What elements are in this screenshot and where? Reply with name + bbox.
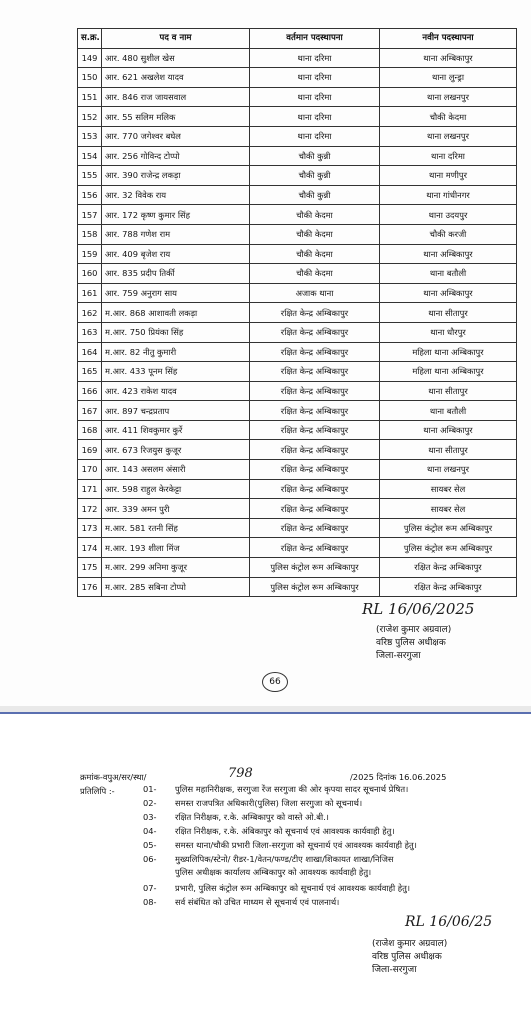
cell-new-posting: महिला थाना अम्बिकापुर — [380, 362, 517, 382]
cell-current-posting: पुलिस कंट्रोल रूम अम्बिकापुर — [250, 577, 380, 597]
cell-current-posting: रक्षित केन्द्र अम्बिकापुर — [250, 518, 380, 538]
cell-new-posting: थाना सीतापुर — [380, 381, 517, 401]
list-item: 05- समस्त थाना/चौकी प्रभारी जिला-सरगुजा को सूचनार्थ एवं आवश्यक कार्यवाही हेतु। — [143, 840, 417, 850]
table-row — [78, 381, 517, 401]
table-row — [78, 479, 517, 499]
cell-name: आर. 172 कृष्ण कुमार सिंह — [102, 205, 250, 225]
cell-name: आर. 411 शिवकुमार कुर्रे — [102, 420, 250, 440]
cell-new-posting: थाना उदयपुर — [380, 205, 517, 225]
cell-name: म.आर. 193 शीला मिंज — [102, 538, 250, 558]
cell-name: आर. 55 सलिम मलिक — [102, 107, 250, 127]
cell-name: आर. 598 राहुल केरकेट्टा — [102, 479, 250, 499]
cell-current-posting: थाना दरिमा — [250, 126, 380, 146]
cell-current-posting: चौकी केदमा — [250, 264, 380, 284]
list-item: 08- सर्व संबंधित को उचित माध्यम से सूचनार्थ एवं पालनार्थ। — [143, 897, 340, 907]
cell-serial: 164 — [78, 342, 102, 362]
cell-current-posting: चौकी केदमा — [250, 224, 380, 244]
officer-designation-2: वरिष्ठ पुलिस अधीक्षक — [372, 952, 442, 962]
cell-new-posting: थाना बतौली — [380, 401, 517, 421]
cell-name: आर. 788 गणेश राम — [102, 224, 250, 244]
cell-serial: 167 — [78, 401, 102, 421]
cell-serial: 161 — [78, 283, 102, 303]
officer-district-2: जिला-सरगुजा — [372, 965, 417, 975]
cell-name: आर. 770 जगेश्वर बघेल — [102, 126, 250, 146]
table-row — [78, 205, 517, 225]
cell-name: आर. 143 असलम अंसारी — [102, 460, 250, 480]
cell-name: म.आर. 868 आशावती लकड़ा — [102, 303, 250, 323]
cell-name: म.आर. 581 रतनी सिंह — [102, 518, 250, 538]
cell-new-posting: थाना अम्बिकापुर — [380, 48, 517, 68]
cell-serial: 169 — [78, 440, 102, 460]
table-row — [78, 107, 517, 127]
cell-new-posting: पुलिस कंट्रोल रूम अम्बिकापुर — [380, 518, 517, 538]
cell-new-posting: थाना दरिमा — [380, 146, 517, 166]
table-row — [78, 146, 517, 166]
cell-new-posting: चौकी करजी — [380, 224, 517, 244]
officer-designation: वरिष्ठ पुलिस अधीक्षक — [376, 638, 446, 648]
cell-name: म.आर. 750 प्रियंका सिंह — [102, 322, 250, 342]
cell-serial: 166 — [78, 381, 102, 401]
header-new-posting: नवीन पदस्थापना — [380, 29, 517, 49]
list-item: 07- प्रभारी, पुलिस कंट्रोल रूम अम्बिकापुर को सूचनार्थ एवं आवश्यक कार्यवाही हेतु। — [143, 883, 411, 893]
cell-current-posting: थाना दरिमा — [250, 87, 380, 107]
cell-serial: 172 — [78, 499, 102, 519]
table-row — [78, 185, 517, 205]
cell-new-posting: थाना लखनपुर — [380, 460, 517, 480]
cell-current-posting: रक्षित केन्द्र अम्बिकापुर — [250, 322, 380, 342]
cell-current-posting: चौकी कुन्नी — [250, 185, 380, 205]
cell-serial: 158 — [78, 224, 102, 244]
order-date: /2025 दिनांक 16.06.2025 — [350, 772, 447, 782]
pratilipi-label: प्रतिलिपि :- — [80, 786, 115, 796]
cell-name: आर. 673 रिजयुस कुजूर — [102, 440, 250, 460]
cell-serial: 163 — [78, 322, 102, 342]
table-header-row — [78, 29, 517, 49]
cell-current-posting: रक्षित केन्द्र अम्बिकापुर — [250, 420, 380, 440]
cell-name: आर. 759 अनुराग साय — [102, 283, 250, 303]
table-row — [78, 322, 517, 342]
cell-current-posting: अजाक थाना — [250, 283, 380, 303]
cell-new-posting: थाना सीतापुर — [380, 303, 517, 323]
cell-current-posting: रक्षित केन्द्र अम्बिकापुर — [250, 381, 380, 401]
cell-new-posting: थाना लखनपुर — [380, 87, 517, 107]
signature-block-2 — [372, 938, 447, 977]
table-row — [78, 87, 517, 107]
cell-new-posting: थाना अम्बिकापुर — [380, 244, 517, 264]
cell-current-posting: पुलिस कंट्रोल रूम अम्बिकापुर — [250, 558, 380, 578]
table-row — [78, 224, 517, 244]
cell-name: म.आर. 285 सबिना टोप्पो — [102, 577, 250, 597]
cell-new-posting: थाना अम्बिकापुर — [380, 420, 517, 440]
cell-serial: 153 — [78, 126, 102, 146]
header-current-posting: वर्तमान पदस्थापना — [250, 29, 380, 49]
officer-name: (राजेश कुमार अग्रवाल) — [376, 625, 452, 635]
cell-serial: 168 — [78, 420, 102, 440]
table-row — [78, 303, 517, 323]
cell-serial: 150 — [78, 68, 102, 88]
list-item: 06- मुख्यलिपिक/स्टेनो/ रीडर-1/वेतन/फण्ड/टीए शाखा/शिकायत शाखा/निजिस — [143, 854, 394, 864]
cell-serial: 157 — [78, 205, 102, 225]
header-name: पद व नाम — [102, 29, 250, 49]
table-row — [78, 264, 517, 284]
cell-new-posting: थाना धौरपुर — [380, 322, 517, 342]
officer-name-2: (राजेश कुमार अग्रवाल) — [372, 939, 448, 949]
cell-current-posting: थाना दरिमा — [250, 107, 380, 127]
cell-new-posting: सायबर सेल — [380, 499, 517, 519]
cell-current-posting: चौकी केदमा — [250, 205, 380, 225]
list-item: 01- पुलिस महानिरीक्षक, सरगुजा रेंज सरगुजा की ओर कृपया सादर सूचनार्थ प्रेषित। — [143, 784, 409, 794]
cell-name: आर. 339 अमन पुरी — [102, 499, 250, 519]
table-row — [78, 499, 517, 519]
cell-current-posting: रक्षित केन्द्र अम्बिकापुर — [250, 499, 380, 519]
table-row — [78, 538, 517, 558]
cell-serial: 176 — [78, 577, 102, 597]
cell-name: म.आर. 433 पूनम सिंह — [102, 362, 250, 382]
cell-current-posting: थाना दरिमा — [250, 68, 380, 88]
cell-current-posting: रक्षित केन्द्र अम्बिकापुर — [250, 362, 380, 382]
cell-serial: 156 — [78, 185, 102, 205]
order-page-2 — [0, 714, 531, 1024]
cell-new-posting: पुलिस कंट्रोल रूम अम्बिकापुर — [380, 538, 517, 558]
cell-serial: 162 — [78, 303, 102, 323]
cell-serial: 165 — [78, 362, 102, 382]
cell-new-posting: थाना सीतापुर — [380, 440, 517, 460]
transfer-table — [77, 28, 517, 597]
table-row — [78, 342, 517, 362]
header-serial: स.क्र. — [78, 29, 102, 49]
table-row — [78, 401, 517, 421]
cell-new-posting: थाना बतौली — [380, 264, 517, 284]
table-row — [78, 577, 517, 597]
cell-serial: 155 — [78, 166, 102, 186]
cell-new-posting: चौकी केदमा — [380, 107, 517, 127]
cell-serial: 175 — [78, 558, 102, 578]
cell-name: आर. 835 प्रदीप तिर्की — [102, 264, 250, 284]
cell-serial: 171 — [78, 479, 102, 499]
cell-current-posting: चौकी केदमा — [250, 244, 380, 264]
cell-current-posting: रक्षित केन्द्र अम्बिकापुर — [250, 342, 380, 362]
handwritten-signature-2: RL 16/06/25 — [405, 914, 493, 930]
cell-serial: 174 — [78, 538, 102, 558]
cell-new-posting: महिला थाना अम्बिकापुर — [380, 342, 517, 362]
cell-new-posting: थाना अम्बिकापुर — [380, 283, 517, 303]
list-item: 04- रक्षित निरीक्षक, र.के. अंबिकापुर को सूचनार्थ एवं आवश्यक कार्यवाही हेतु। — [143, 826, 395, 836]
table-row — [78, 166, 517, 186]
signature-block — [376, 624, 451, 663]
cell-name: आर. 480 सुशील खेस — [102, 48, 250, 68]
officer-district: जिला-सरगुजा — [376, 651, 421, 661]
cell-serial: 173 — [78, 518, 102, 538]
list-item: 03- रक्षित निरीक्षक, र.के. अम्बिकापुर को वास्ते ओ.बी.। — [143, 812, 329, 822]
cell-current-posting: रक्षित केन्द्र अम्बिकापुर — [250, 303, 380, 323]
handwritten-ref-number: 798 — [228, 766, 253, 781]
cell-serial: 151 — [78, 87, 102, 107]
cell-name: म.आर. 82 नीतु कुमारी — [102, 342, 250, 362]
table-row — [78, 460, 517, 480]
table-row — [78, 126, 517, 146]
cell-name: आर. 390 राजेन्द्र लकड़ा — [102, 166, 250, 186]
cell-new-posting: रक्षित केन्द्र अम्बिकापुर — [380, 558, 517, 578]
page-number: 66 — [262, 672, 288, 692]
cell-current-posting: थाना दरिमा — [250, 48, 380, 68]
cell-current-posting: रक्षित केन्द्र अम्बिकापुर — [250, 538, 380, 558]
cell-name: आर. 256 गोविन्द टोप्पो — [102, 146, 250, 166]
cell-new-posting: थाना गांधीनगर — [380, 185, 517, 205]
cell-current-posting: चौकी कुन्नी — [250, 166, 380, 186]
handwritten-signature: RL 16/06/2025 — [362, 600, 475, 618]
cell-serial: 154 — [78, 146, 102, 166]
cell-serial: 160 — [78, 264, 102, 284]
list-item: पुलिस अधीक्षक कार्यालय अम्बिकापुर को आवश्यक कार्यवाही हेतु। — [175, 867, 372, 877]
cell-name: आर. 32 विवेक राय — [102, 185, 250, 205]
cell-current-posting: रक्षित केन्द्र अम्बिकापुर — [250, 460, 380, 480]
list-item: 02- समस्त राजपत्रित अधिकारी(पुलिस) जिला सरगुजा को सूचनार्थ। — [143, 798, 363, 808]
cell-new-posting: सायबर सेल — [380, 479, 517, 499]
cell-serial: 149 — [78, 48, 102, 68]
cell-new-posting: रक्षित केन्द्र अम्बिकापुर — [380, 577, 517, 597]
order-reference: क्रमांक-वपुअ/सर/स्था/ — [80, 772, 147, 782]
table-row — [78, 558, 517, 578]
cell-name: आर. 846 राज जायसवाल — [102, 87, 250, 107]
table-row — [78, 420, 517, 440]
cell-name: आर. 409 बृजेश राय — [102, 244, 250, 264]
cell-new-posting: थाना लुन्ड्रा — [380, 68, 517, 88]
cell-new-posting: थाना लखनपुर — [380, 126, 517, 146]
cell-current-posting: रक्षित केन्द्र अम्बिकापुर — [250, 401, 380, 421]
table-row — [78, 48, 517, 68]
cell-name: म.आर. 299 अनिमा कुजूर — [102, 558, 250, 578]
table-row — [78, 244, 517, 264]
cell-serial: 159 — [78, 244, 102, 264]
cell-current-posting: रक्षित केन्द्र अम्बिकापुर — [250, 440, 380, 460]
table-row — [78, 518, 517, 538]
table-row — [78, 283, 517, 303]
cell-current-posting: रक्षित केन्द्र अम्बिकापुर — [250, 479, 380, 499]
cell-name: आर. 897 चन्द्रप्रताप — [102, 401, 250, 421]
table-row — [78, 440, 517, 460]
cell-name: आर. 621 अखलेश यादव — [102, 68, 250, 88]
cell-new-posting: थाना मणीपुर — [380, 166, 517, 186]
table-row — [78, 68, 517, 88]
cell-serial: 170 — [78, 460, 102, 480]
table-row — [78, 362, 517, 382]
cell-current-posting: चौकी कुन्नी — [250, 146, 380, 166]
cell-serial: 152 — [78, 107, 102, 127]
cell-name: आर. 423 राकेश यादव — [102, 381, 250, 401]
